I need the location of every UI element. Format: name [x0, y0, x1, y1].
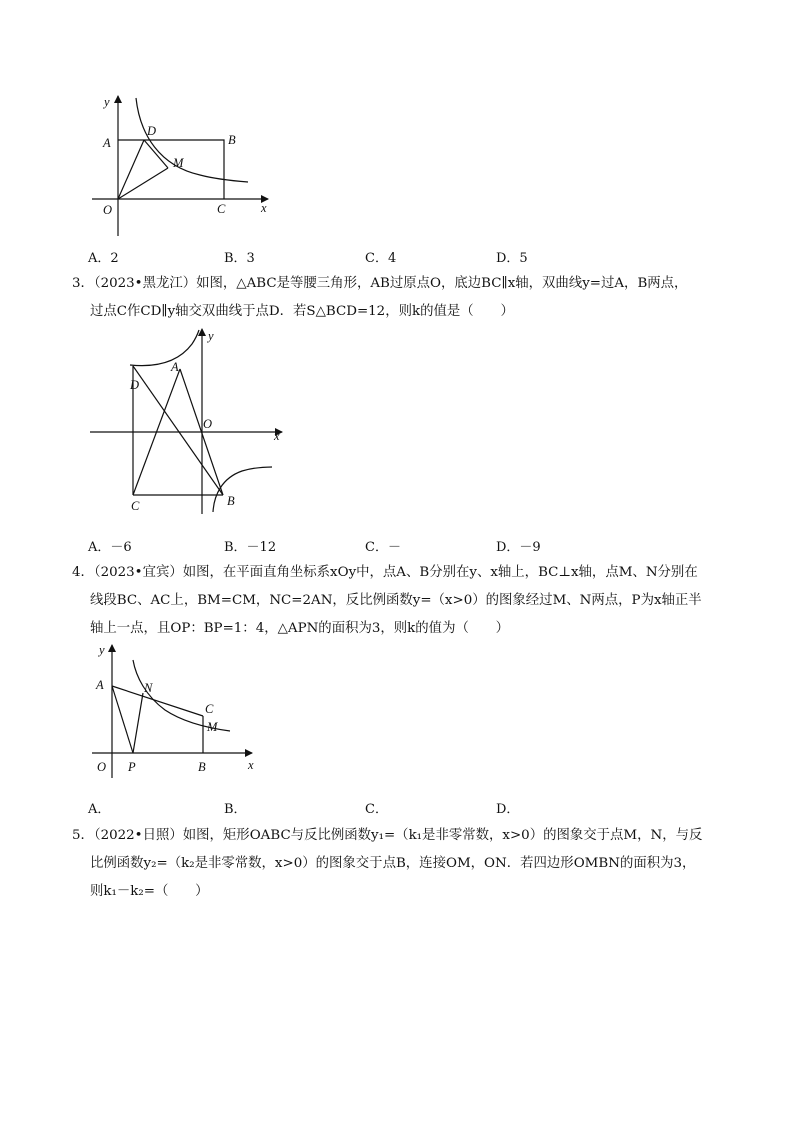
figure-q4-svg — [85, 640, 265, 780]
label-a: A — [171, 360, 179, 374]
label-b: B — [198, 760, 206, 774]
choice-a: A．2 — [88, 251, 119, 266]
question-5 — [72, 822, 736, 906]
label-b: B — [227, 494, 235, 508]
label-x: x — [274, 429, 280, 443]
segment-od — [118, 140, 144, 199]
choice-c: C．－ — [365, 540, 401, 555]
label-y: y — [208, 329, 214, 343]
label-y: y — [104, 95, 110, 109]
label-c: C — [131, 499, 140, 513]
choice-a: A． — [88, 802, 111, 817]
choices-q3 — [88, 536, 648, 556]
segment-ap — [112, 686, 133, 753]
label-m: M — [173, 156, 184, 170]
label-x: x — [248, 758, 254, 772]
label-n: N — [144, 681, 153, 695]
label-m: M — [207, 720, 218, 734]
label-a: A — [103, 136, 111, 150]
choice-b: B．－12 — [224, 540, 277, 555]
label-c: C — [205, 702, 214, 716]
label-o: O — [97, 760, 107, 774]
choice-b: B．3 — [224, 251, 255, 266]
question-3-line-2: 过点C作CD∥y轴交双曲线于点D．若S△BCD=12，则k的值是（ ） — [90, 304, 514, 319]
question-4 — [72, 559, 736, 643]
choice-c: C．4 — [365, 251, 397, 266]
choices-q4 — [88, 798, 648, 818]
question-4-line-2: 线段BC、AC上，BM=CM，NC=2AN，反比例函数y=（x>0）的图象经过M、N两点，P为x轴正半 — [90, 593, 702, 608]
figure-q4 — [85, 640, 265, 780]
choice-d: D．－9 — [496, 540, 541, 555]
choice-b: B． — [224, 802, 247, 817]
question-3 — [72, 270, 736, 326]
label-p: P — [128, 760, 136, 774]
hyperbola-branch-right — [213, 467, 272, 512]
label-o: O — [203, 417, 213, 431]
question-4-line-1: 4．（2023•宜宾）如图，在平面直角坐标系xOy中，点A、B分别在y、x轴上，BC⊥x轴，点M、N分别在 — [72, 565, 698, 580]
question-5-line-2: 比例函数y₂=（k₂是非零常数，x>0）的图象交于点B，连接OM，ON．若四边形OMBN的面积为3， — [90, 856, 696, 871]
segment-dm — [144, 140, 168, 168]
label-a: A — [96, 678, 104, 692]
question-5-line-1: 5．（2022•日照）如图，矩形OABC与反比例函数y₁=（k₁是非零常数，x>0）的图象交于点M，N，与反 — [72, 828, 703, 843]
segment-ac — [112, 686, 203, 716]
figure-q3-svg — [85, 326, 285, 516]
label-y: y — [99, 643, 105, 657]
choice-d: D．5 — [496, 251, 528, 266]
label-d: D — [130, 378, 140, 392]
label-b: B — [228, 133, 236, 147]
choices-q2 — [88, 247, 648, 267]
rectangle-abco — [118, 140, 224, 199]
segment-pn — [133, 693, 143, 753]
figure-q2-svg — [80, 90, 280, 240]
figure-q2 — [80, 90, 280, 240]
label-x: x — [261, 201, 267, 215]
hyperbola-branch-left — [130, 330, 199, 366]
segment-om — [118, 168, 168, 199]
label-d: D — [147, 124, 157, 138]
choice-d: D． — [496, 802, 520, 817]
figure-q3 — [85, 326, 285, 516]
label-c: C — [217, 202, 226, 216]
label-o: O — [103, 203, 113, 217]
question-3-line-1: 3．（2023•黑龙江）如图，△ABC是等腰三角形，AB过原点O，底边BC∥x轴，双曲线y=过A，B两点， — [72, 276, 688, 291]
choice-c: C． — [365, 802, 388, 817]
choice-a: A．－6 — [88, 540, 132, 555]
question-5-line-3: 则k₁－k₂=（ ） — [90, 884, 209, 899]
question-4-line-3: 轴上一点，且OP：BP=1：4，△APN的面积为3，则k的值为（ ） — [90, 621, 510, 636]
